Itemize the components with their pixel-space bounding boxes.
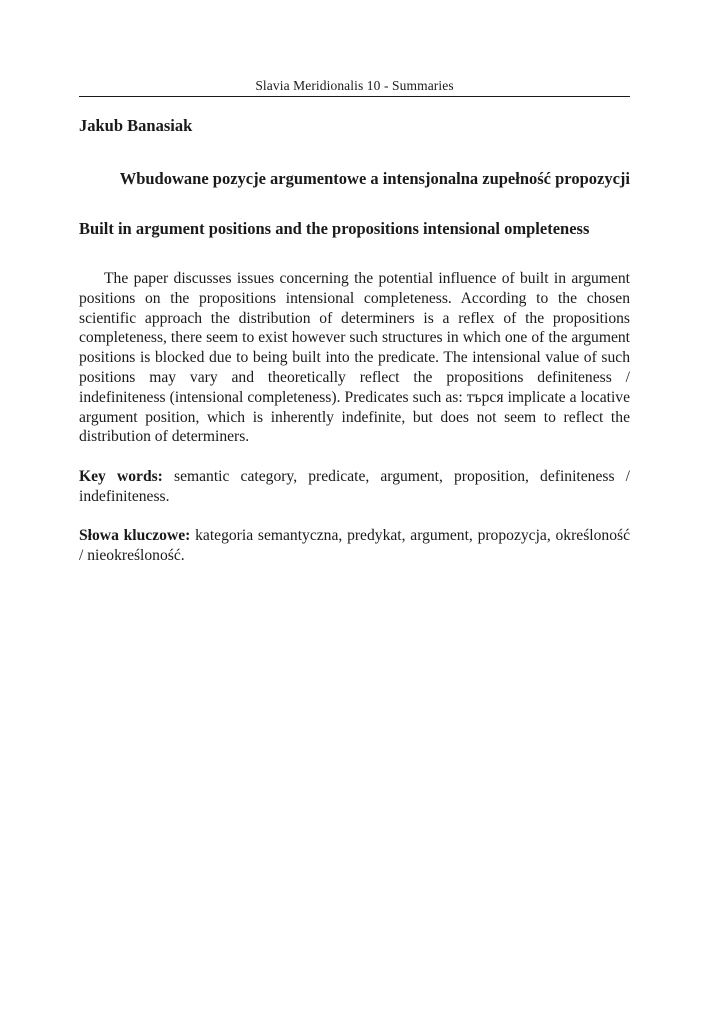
keywords-label: Key words: [79, 468, 163, 485]
keywords-english [79, 467, 630, 507]
keywords-pl-label: Słowa kluczowe: [79, 527, 191, 544]
title-english: Built in argument positions and the propositions intensional ompleteness [79, 219, 590, 238]
keywords-polish [79, 526, 630, 566]
abstract-paragraph: The paper discusses issues concerning the potential influence of built in argument positions on the propositions intensional completeness. According to the chosen scientific approach the distribution of determiners is a reflex of the propositions completeness, there seem to exist however such structures in which one of the argument positions is blocked due to being built into the predicate. The intensional value of such positions may vary and theoretically reflect the propositions definiteness / indefiniteness (intensional completeness). Predicates such as: търся implicate a locative argument position, which is inherently indefinite, but does not seem to reflect the distribution of determiners. [79, 270, 630, 446]
keywords-pl-text: kategoria semantyczna, predykat, argument, propozycja, określoność / nieokreśloność. [79, 527, 630, 564]
author-name: Jakub Banasiak [79, 116, 193, 135]
title-polish: Wbudowane pozycje argumentowe a intensjonalna zupełność propozycji [119, 169, 630, 188]
running-head: Slavia Meridionalis 10 - Summaries [255, 78, 454, 93]
keywords-text: semantic category, predicate, argument, proposition, definiteness / indefiniteness. [79, 468, 630, 505]
header-rule [79, 96, 630, 97]
